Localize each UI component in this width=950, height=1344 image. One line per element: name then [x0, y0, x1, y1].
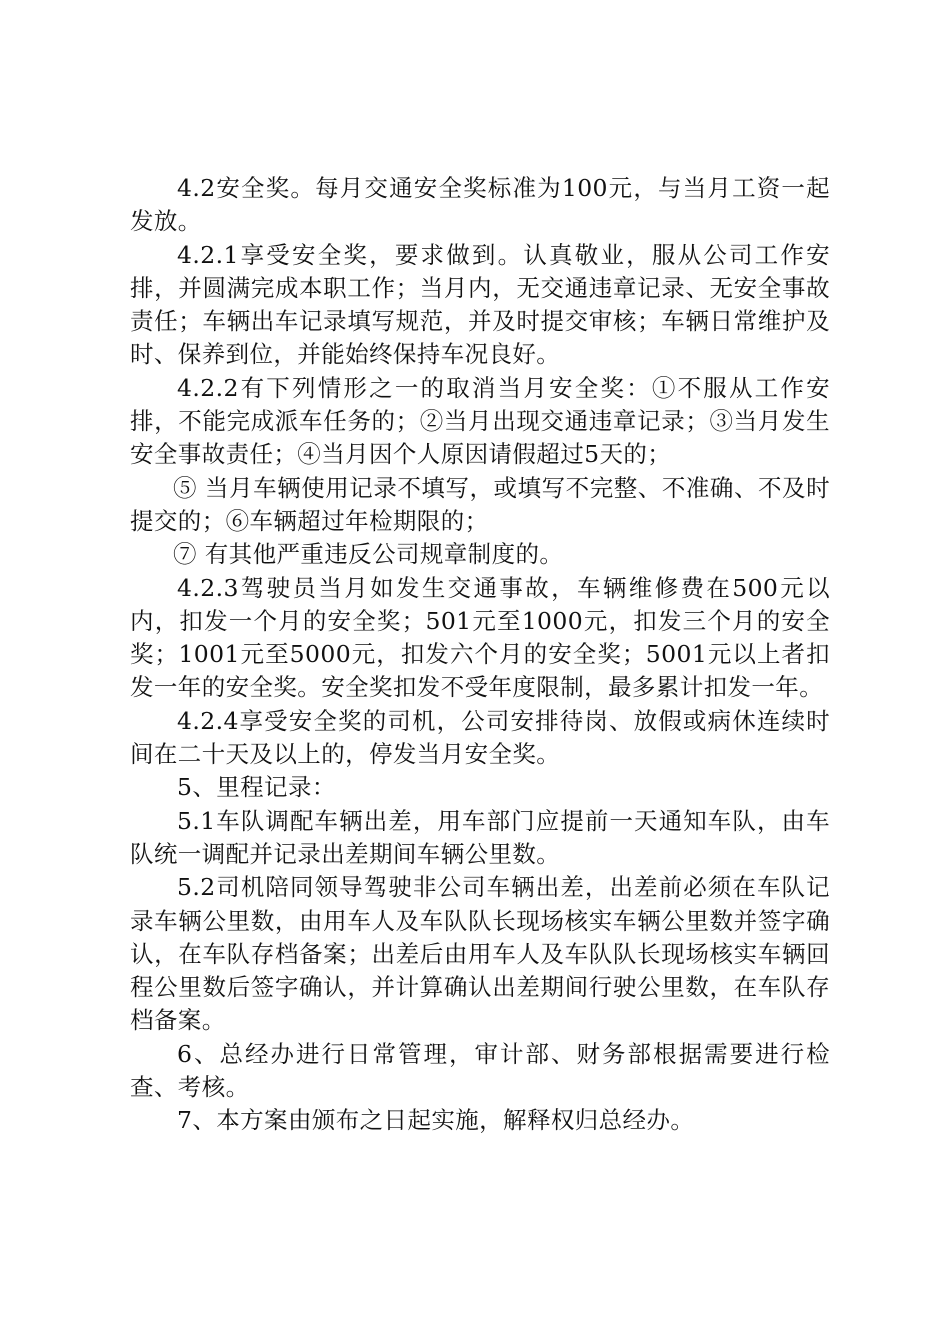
paragraph-7: 7、本方案由颁布之日起实施，解释权归总经办。 [177, 1106, 695, 1135]
paragraph-4-2-4: 4.2.4享受安全奖的司机，公司安排待岗、放假或病休连续时间在二十天及以上的，停发当月安全奖。 [130, 706, 830, 769]
paragraph-4-2: 4.2安全奖。每月交通安全奖标准为100元，与当月工资一起发放。 [130, 174, 830, 236]
paragraph-5-1: 5.1车队调配车辆出差，用车部门应提前一天通知车队，由车队统一调配并记录出差期间车辆公里数。 [130, 806, 830, 868]
paragraph-item-5: ⑤ 当月车辆使用记录不填写，或填写不完整、不准确、不及时提交的；⑥车辆超过年检期限的； [130, 473, 830, 535]
paragraph-item-7: ⑦ 有其他严重违反公司规章制度的。 [173, 540, 564, 569]
paragraph-5-2: 5.2司机陪同领导驾驶非公司车辆出差，出差前必须在车队记录车辆公里数，由用车人及车队队长现场核实车辆公里数并签字确认，在车队存档备案；出差后由用车人及车队队长现场核实车辆回程公里数后签字确认，并计算确认出差期间行驶公里数，在车队存档备案。 [130, 873, 830, 1035]
paragraph-6: 6、总经办进行日常管理，审计部、财务部根据需要进行检查、考核。 [130, 1039, 830, 1102]
paragraph-4-2-3: 4.2.3驾驶员当月如发生交通事故，车辆维修费在500元以内，扣发一个月的安全奖；501元至1000元，扣发三个月的安全奖；1001元至5000元，扣发六个月的安全奖；5001元以上者扣发一年的安全奖。安全奖扣发不受年度限制，最多累计扣发一年。 [130, 573, 830, 702]
document-body [130, 172, 830, 1138]
paragraph-4-2-2: 4.2.2有下列情形之一的取消当月安全奖：①不服从工作安排，不能完成派车任务的；②当月出现交通违章记录；③当月发生安全事故责任；④当月因个人原因请假超过5天的； [130, 373, 830, 469]
paragraph-4-2-1: 4.2.1享受安全奖，要求做到。认真敬业，服从公司工作安排，并圆满完成本职工作；当月内，无交通违章记录、无安全事故责任；车辆出车记录填写规范，并及时提交审核；车辆日常维护及时、保养到位，并能始终保持车况良好。 [130, 240, 830, 369]
section-heading-5: 5、里程记录： [177, 773, 336, 802]
